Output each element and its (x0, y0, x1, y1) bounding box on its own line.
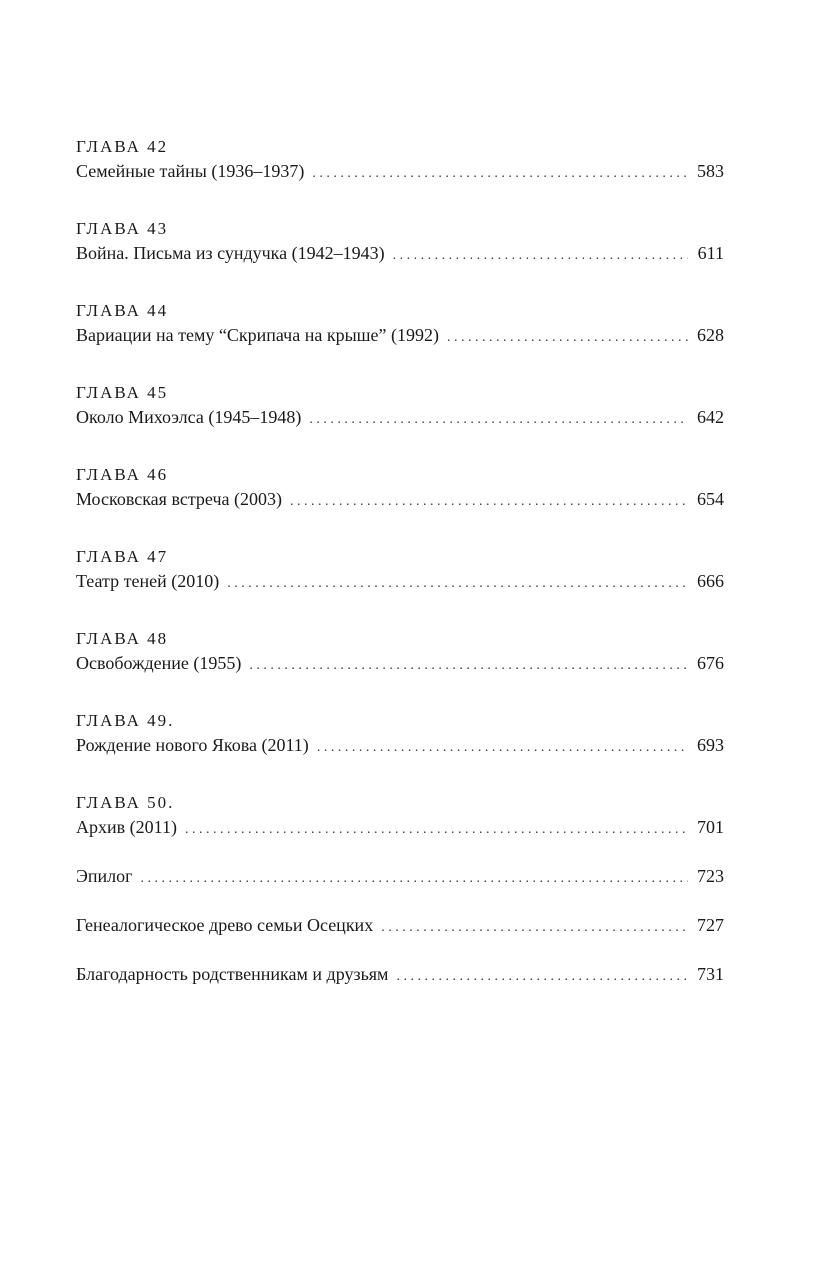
dot-leader (227, 571, 688, 597)
chapter-label: ГЛАВА 46 (76, 465, 169, 484)
toc-line[interactable] (76, 732, 724, 761)
dot-leader (396, 964, 688, 990)
chapter-label: ГЛАВА 44 (76, 301, 169, 320)
page-number: 642 (697, 407, 724, 427)
chapter-label: ГЛАВА 43 (76, 219, 169, 238)
page-number: 701 (697, 817, 724, 837)
toc-entry-chapter-50 (76, 792, 724, 843)
chapter-label: ГЛАВА 49. (76, 711, 175, 730)
page-number: 727 (697, 915, 724, 935)
page-number: 731 (697, 964, 724, 984)
toc-line[interactable] (76, 322, 724, 351)
toc-entry-acknowledgements (76, 961, 724, 990)
chapter-label: ГЛАВА 45 (76, 383, 169, 402)
toc-entry-chapter-48 (76, 628, 724, 679)
dot-leader (309, 407, 688, 433)
page-number: 676 (697, 653, 724, 673)
dot-leader (393, 243, 688, 269)
dot-leader (381, 915, 688, 941)
chapter-title: Рождение нового Якова (2011) (76, 735, 309, 755)
chapter-title: Семейные тайны (1936–1937) (76, 161, 305, 181)
dot-leader (141, 866, 688, 892)
page-number: 611 (697, 243, 724, 263)
dot-leader (312, 161, 688, 187)
section-title: Эпилог (76, 866, 133, 886)
chapter-title: Около Михоэлса (1945–1948) (76, 407, 302, 427)
toc-line[interactable] (76, 961, 724, 990)
page-number: 583 (697, 161, 724, 181)
toc-entry-chapter-45 (76, 382, 724, 433)
dot-leader (317, 735, 688, 761)
toc-line[interactable] (76, 158, 724, 187)
page-number: 628 (697, 325, 724, 345)
toc-entry-chapter-43 (76, 218, 724, 269)
page-number: 723 (697, 866, 724, 886)
toc-line[interactable] (76, 240, 724, 269)
toc-entry-chapter-47 (76, 546, 724, 597)
chapter-title: Театр теней (2010) (76, 571, 220, 591)
toc-entry-family-tree (76, 912, 724, 941)
chapter-title: Вариации на тему “Скрипача на крыше” (1992) (76, 325, 439, 345)
toc-entry-chapter-42 (76, 136, 724, 187)
chapter-title: Архив (2011) (76, 817, 177, 837)
page-number: 666 (697, 571, 724, 591)
toc-entry-chapter-49 (76, 710, 724, 761)
toc-line[interactable] (76, 912, 724, 941)
chapter-label: ГЛАВА 47 (76, 547, 169, 566)
dot-leader (249, 653, 688, 679)
chapter-label: ГЛАВА 50. (76, 793, 175, 812)
toc-line[interactable] (76, 486, 724, 515)
dot-leader (290, 489, 688, 515)
toc-line[interactable] (76, 814, 724, 843)
toc-line[interactable] (76, 568, 724, 597)
dot-leader (447, 325, 688, 351)
toc-entry-chapter-44 (76, 300, 724, 351)
toc-line[interactable] (76, 650, 724, 679)
table-of-contents (76, 136, 724, 990)
page-number: 693 (697, 735, 724, 755)
toc-line[interactable] (76, 863, 724, 892)
chapter-title: Московская встреча (2003) (76, 489, 282, 509)
toc-entry-epilogue (76, 863, 724, 892)
section-title: Генеалогическое древо семьи Осецких (76, 915, 374, 935)
chapter-title: Война. Письма из сундучка (1942–1943) (76, 243, 385, 263)
toc-line[interactable] (76, 404, 724, 433)
chapter-label: ГЛАВА 48 (76, 629, 169, 648)
section-title: Благодарность родственникам и друзьям (76, 964, 389, 984)
dot-leader (185, 817, 688, 843)
toc-entry-chapter-46 (76, 464, 724, 515)
page-number: 654 (697, 489, 724, 509)
chapter-label: ГЛАВА 42 (76, 137, 169, 156)
chapter-title: Освобождение (1955) (76, 653, 242, 673)
